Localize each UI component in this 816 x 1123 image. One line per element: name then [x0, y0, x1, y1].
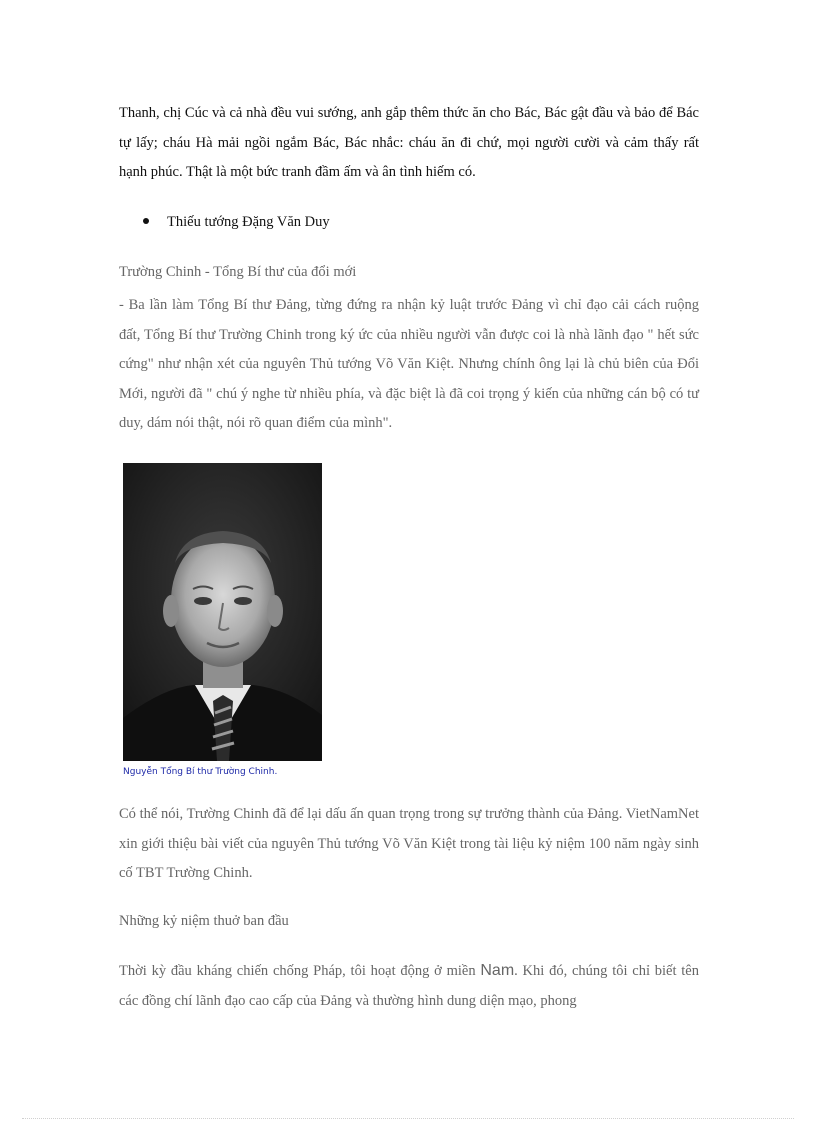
body2-end: . Khi đó, chúng tôi chỉ biết tên các đồng chí lãnh đạo cao cấp của Đảng và thường hình dung diện mạo, phong	[119, 963, 699, 1009]
subheading: Những kỷ niệm thuở ban đầu	[119, 913, 289, 929]
bullet-item	[143, 208, 330, 237]
intro-paragraph: Thanh, chị Cúc và cả nhà đều vui sướng, anh gắp thêm thức ăn cho Bác, Bác gật đầu và bảo để Bác tự lấy; cháu Hà mải ngồi ngắm Bác, Bác nhắc: cháu ăn đi chứ, mọi người cười và cảm thấy rất hạnh phúc. Thật là một bức tranh đầm ấm và ân tình hiếm có.	[119, 105, 699, 180]
bullet-dot-icon	[143, 218, 149, 224]
page-bottom-divider	[22, 1118, 794, 1119]
portrait-photo	[123, 463, 322, 761]
body-paragraph-1: Có thể nói, Trường Chinh đã để lại dấu ấn quan trọng trong sự trưởng thành của Đảng. VietNamNet xin giới thiệu bài viết của nguyên Thủ tướng Võ Văn Kiệt trong tài liệu kỷ niệm 100 năm ngày sinh cố TBT Trường Chinh.	[119, 806, 699, 881]
bullet-text: Thiếu tướng Đặng Văn Duy	[167, 214, 330, 230]
body2-word: Nam	[480, 962, 515, 979]
lead-paragraph: - Ba lần làm Tổng Bí thư Đảng, từng đứng ra nhận kỷ luật trước Đảng vì chỉ đạo cải cách ruộng đất, Tổng Bí thư Trường Chinh trong ký ức của nhiều người vẫn được coi là nhà lãnh đạo " hết sức cứng" như nhận xét của nguyên Thủ tướng Võ Văn Kiệt. Nhưng chính ông lại là chủ biên của Đổi Mới, người đã " chú ý nghe từ nhiều phía, và đặc biệt là đã coi trọng ý kiến của những cán bộ có tư duy, dám nói thật, nói rõ quan điểm của mình".	[119, 297, 699, 431]
article-title: Trường Chinh - Tổng Bí thư của đổi mới	[119, 264, 357, 280]
body-paragraph-2	[119, 956, 699, 1016]
photo-caption: Nguyễn Tổng Bí thư Trường Chinh.	[123, 767, 278, 777]
body2-start: Thời kỳ đầu kháng chiến chống Pháp, tôi hoạt động ở miền	[119, 963, 481, 979]
